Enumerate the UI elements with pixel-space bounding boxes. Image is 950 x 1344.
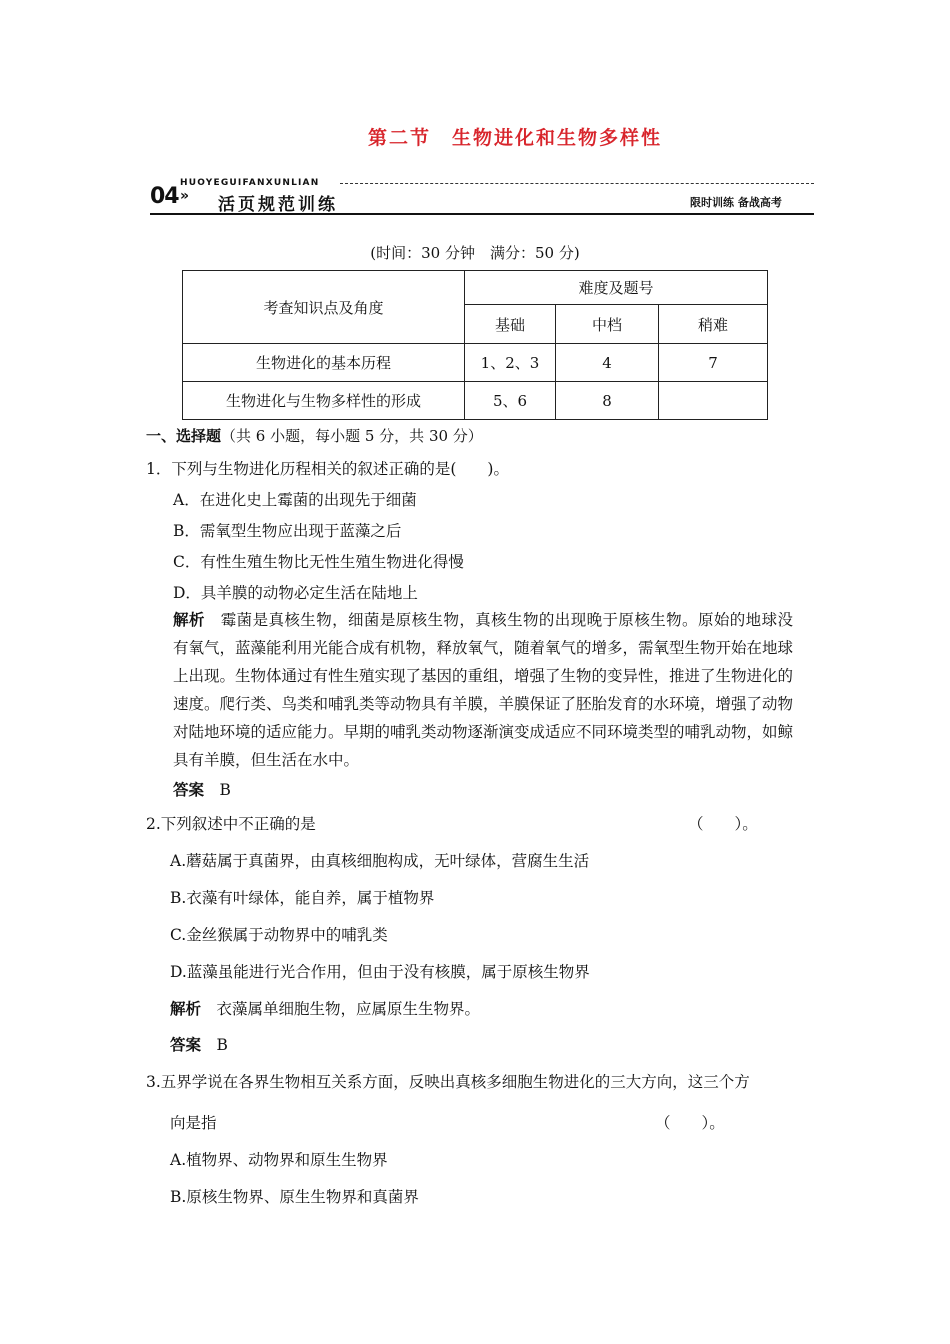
analysis-text: 霉菌是真核生物，细菌是原核生物，真核生物的出现晚于原核生物。原始的地球没有氧气，蓝藻能利用光能合成有机物，释放氧气，随着氧气的增多，需氧型生物开始在地球上出现。生物体通过有性生殖实现了基因的重组，增强了生物的变异性，推进了生物进化的速度。爬行类、鸟类和哺乳类等动物具有羊膜，羊膜保证了胚胎发育的水环境，增强了动物对陆地环境的适应能力。早期的哺乳类动物逐渐演变成适应不同环境类型的哺乳动物，如鲸具有羊膜，但生活在水中。 — [173, 611, 794, 769]
analysis-text: 衣藻属单细胞生物，应属原生生物界。 — [216, 1000, 481, 1018]
analysis-label: 解析 — [170, 1000, 202, 1018]
question-3-option-a: A.植物界、动物界和原生生物界 — [170, 1151, 388, 1169]
question-2-option-a: A.蘑菇属于真菌界，由真核细胞构成，无叶绿体，营腐生生活 — [170, 852, 590, 870]
question-2-blank: （ ）。 — [688, 815, 758, 833]
table-row — [183, 382, 768, 420]
table-subheader-medium: 中档 — [556, 305, 659, 344]
question-3-stem-continued: 向是指 — [170, 1114, 217, 1132]
analysis-label: 解析 — [173, 611, 205, 629]
table-cell-topic: 生物进化的基本历程 — [183, 344, 465, 382]
double-chevron-icon: » — [180, 188, 190, 204]
section-label: 一、选择题 — [146, 427, 222, 445]
question-1-analysis — [173, 606, 793, 774]
table-cell: 7 — [659, 344, 768, 382]
table-cell — [659, 382, 768, 420]
answer-value: B — [219, 781, 231, 799]
table-cell-topic: 生物进化与生物多样性的形成 — [183, 382, 465, 420]
question-1-option-a: A．在进化史上霉菌的出现先于细菌 — [173, 491, 417, 509]
answer-label: 答案 — [170, 1036, 202, 1054]
question-1-option-d: D．具羊膜的动物必定生活在陆地上 — [173, 584, 418, 602]
question-2-analysis — [170, 997, 480, 1019]
banner-pinyin: HUOYEGUIFANXUNLIAN — [180, 178, 320, 188]
section-heading — [146, 425, 483, 446]
table-row — [183, 344, 768, 382]
answer-value: B — [216, 1036, 228, 1054]
exam-info: (时间：30 分钟 满分：50 分) — [370, 244, 580, 262]
answer-label: 答案 — [173, 781, 205, 799]
table-header-topic: 考查知识点及角度 — [183, 271, 465, 344]
banner-divider — [340, 183, 814, 184]
question-1-answer — [173, 778, 231, 800]
question-3-stem: 3.五界学说在各界生物相互关系方面，反映出真核多细胞生物进化的三大方向，这三个方 — [146, 1073, 750, 1091]
section-note: （共 6 小题，每小题 5 分，共 30 分） — [221, 427, 483, 445]
question-2-option-b: B.衣藻有叶绿体，能自养，属于植物界 — [170, 889, 435, 907]
question-1-option-c: C．有性生殖生物比无性生殖生物进化得慢 — [173, 553, 464, 571]
question-2-stem: 2.下列叙述中不正确的是 — [146, 815, 316, 833]
page-title: 第二节 生物进化和生物多样性 — [367, 127, 662, 149]
question-1-option-b: B．需氧型生物应出现于蓝藻之后 — [173, 522, 402, 540]
table-subheader-basic: 基础 — [465, 305, 556, 344]
table-cell: 5、6 — [465, 382, 556, 420]
question-3-blank: （ ）。 — [655, 1114, 725, 1132]
banner-underline — [150, 213, 814, 215]
question-1-stem: 1．下列与生物进化历程相关的叙述正确的是( )。 — [146, 460, 509, 478]
banner-tag: 限时训练 备战高考 — [690, 196, 782, 209]
question-3-option-b: B.原核生物界、原生生物界和真菌界 — [170, 1188, 419, 1206]
knowledge-table — [182, 270, 768, 420]
table-header-difficulty: 难度及题号 — [465, 271, 768, 305]
table-cell: 4 — [556, 344, 659, 382]
question-2-option-d: D.蓝藻虽能进行光合作用，但由于没有核膜，属于原核生物界 — [170, 963, 590, 981]
table-cell: 8 — [556, 382, 659, 420]
banner-number: 04 — [150, 184, 179, 209]
table-cell: 1、2、3 — [465, 344, 556, 382]
question-2-answer — [170, 1033, 228, 1055]
question-2-option-c: C.金丝猴属于动物界中的哺乳类 — [170, 926, 388, 944]
banner-title: 活页规范训练 — [218, 195, 338, 215]
table-subheader-hard: 稍难 — [659, 305, 768, 344]
